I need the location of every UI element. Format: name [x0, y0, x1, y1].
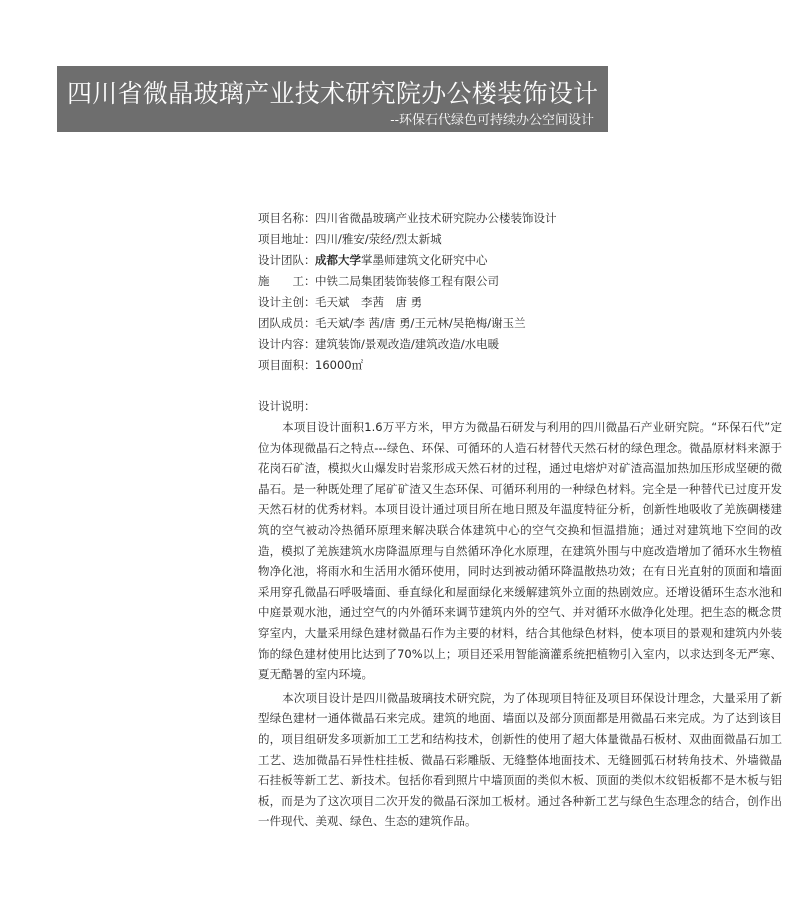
info-label: 设计团队： — [258, 253, 316, 267]
description-paragraph: 本项目设计面积1.6万平方米，甲方为微晶石研发与利用的四川微晶石产业研究院。“环保石代”定位为体现微晶石之特点---绿色、环保、可循环的人造石材替代天然石材的绿色理念。微晶原材料来源于花岗石矿渣，模拟火山爆发时岩浆形成天然石材的过程，通过电熔炉对矿渣高温加热加压形成坚硬的微晶石。是一种既处理了尾矿矿渣又生态环保、可循环利用的一种绿色材料。完全是一种替代已过度开发天然石材的优秀材料。本项目设计通过项目所在地日照及年温度特征分析，创新性地吸收了羌族碉楼建筑的空气被动冷热循环原理来解决联合体建筑中心的空气交换和恒温措施；通过对建筑地下空间的改造，模拟了羌族建筑水房降温原理与自然循环净化水原理，在建筑外围与中庭改造增加了循环水生物植物净化池，将雨水和生活用水循环使用，同时达到被动循环降温散热功效；在有日光直射的顶面和墙面采用穿孔微晶石呼吸墙面、垂直绿化和屋面绿化来缓解建筑外立面的热剧效应。还增设循环生态水池和中庭景观水池，通过空气的内外循环来调节建筑内外的空气、并对循环水做净化处理。把生态的概念贯穿室内，大量采用绿色建材微晶石作为主要的材料，结合其他绿色材料，使本项目的景观和建筑内外装饰的绿色建材使用比达到了70%以上；项目还采用智能滴灌系统把植物引入室内，以求达到冬无严寒、夏无酷暑的室内环境。 — [258, 420, 782, 682]
info-value-university: 成都大学 — [315, 253, 361, 267]
info-label: 项目地址： — [258, 232, 316, 246]
info-label: 施 工： — [258, 274, 316, 288]
info-value: 四川/雅安/荥经/烈太新城 — [315, 232, 442, 246]
info-label: 项目名称： — [258, 211, 316, 225]
info-row-project-address — [258, 229, 778, 250]
info-row-construction — [258, 271, 778, 292]
info-row-team-members — [258, 313, 778, 334]
page-subtitle: --环保石代绿色可持续办公空间设计 — [390, 113, 594, 128]
info-value: 中铁二局集团装饰装修工程有限公司 — [315, 274, 499, 288]
info-value: 四川省微晶玻璃产业技术研究院办公楼装饰设计 — [315, 211, 557, 225]
info-value: 毛天斌 李茜 唐 勇 — [315, 295, 423, 309]
info-row-project-area — [258, 355, 778, 376]
title-banner — [57, 66, 608, 132]
info-value: 毛天斌/李 茜/唐 勇/王元林/吴艳梅/谢玉兰 — [315, 316, 526, 330]
description-heading: 设计说明： — [258, 399, 316, 413]
info-label: 项目面积： — [258, 358, 316, 372]
info-value: 掌墨师建筑文化研究中心 — [361, 253, 488, 267]
page-title: 四川省微晶玻璃产业技术研究院办公楼装饰设计 — [67, 79, 599, 108]
info-row-design-team — [258, 250, 778, 271]
info-label: 设计内容： — [258, 337, 316, 351]
info-row-design-content — [258, 334, 778, 355]
info-row-project-name — [258, 208, 778, 229]
design-description — [258, 396, 782, 832]
info-label: 团队成员： — [258, 316, 316, 330]
info-value: 建筑装饰/景观改造/建筑改造/水电暖 — [315, 337, 500, 351]
description-paragraph: 本次项目设计是四川微晶玻璃技术研究院，为了体现项目特征及项目环保设计理念，大量采用了新型绿色建材一通体微晶石来完成。建筑的地面、墙面以及部分顶面都是用微晶石来完成。为了达到该目的，项目组研发多项新加工工艺和结构技术，创新性的使用了超大体量微晶石板材、双曲面微晶石加工工艺、迭加微晶石异性柱挂板、微晶石彩雕版、无缝整体地面技术、无缝圆弧石材转角技术、外墙微晶石挂板等新工艺、新技术。包括你看到照片中墙顶面的类似木板、顶面的类似木纹铝板都不是木板与铝板，而是为了这次项目二次开发的微晶石深加工板材。通过各种新工艺与绿色生态理念的结合，创作出一件现代、美观、绿色、生态的建筑作品。 — [258, 690, 782, 829]
info-row-lead-designers — [258, 292, 778, 313]
project-info — [258, 208, 778, 376]
info-label: 设计主创： — [258, 295, 316, 309]
info-value: 16000㎡ — [315, 358, 364, 372]
